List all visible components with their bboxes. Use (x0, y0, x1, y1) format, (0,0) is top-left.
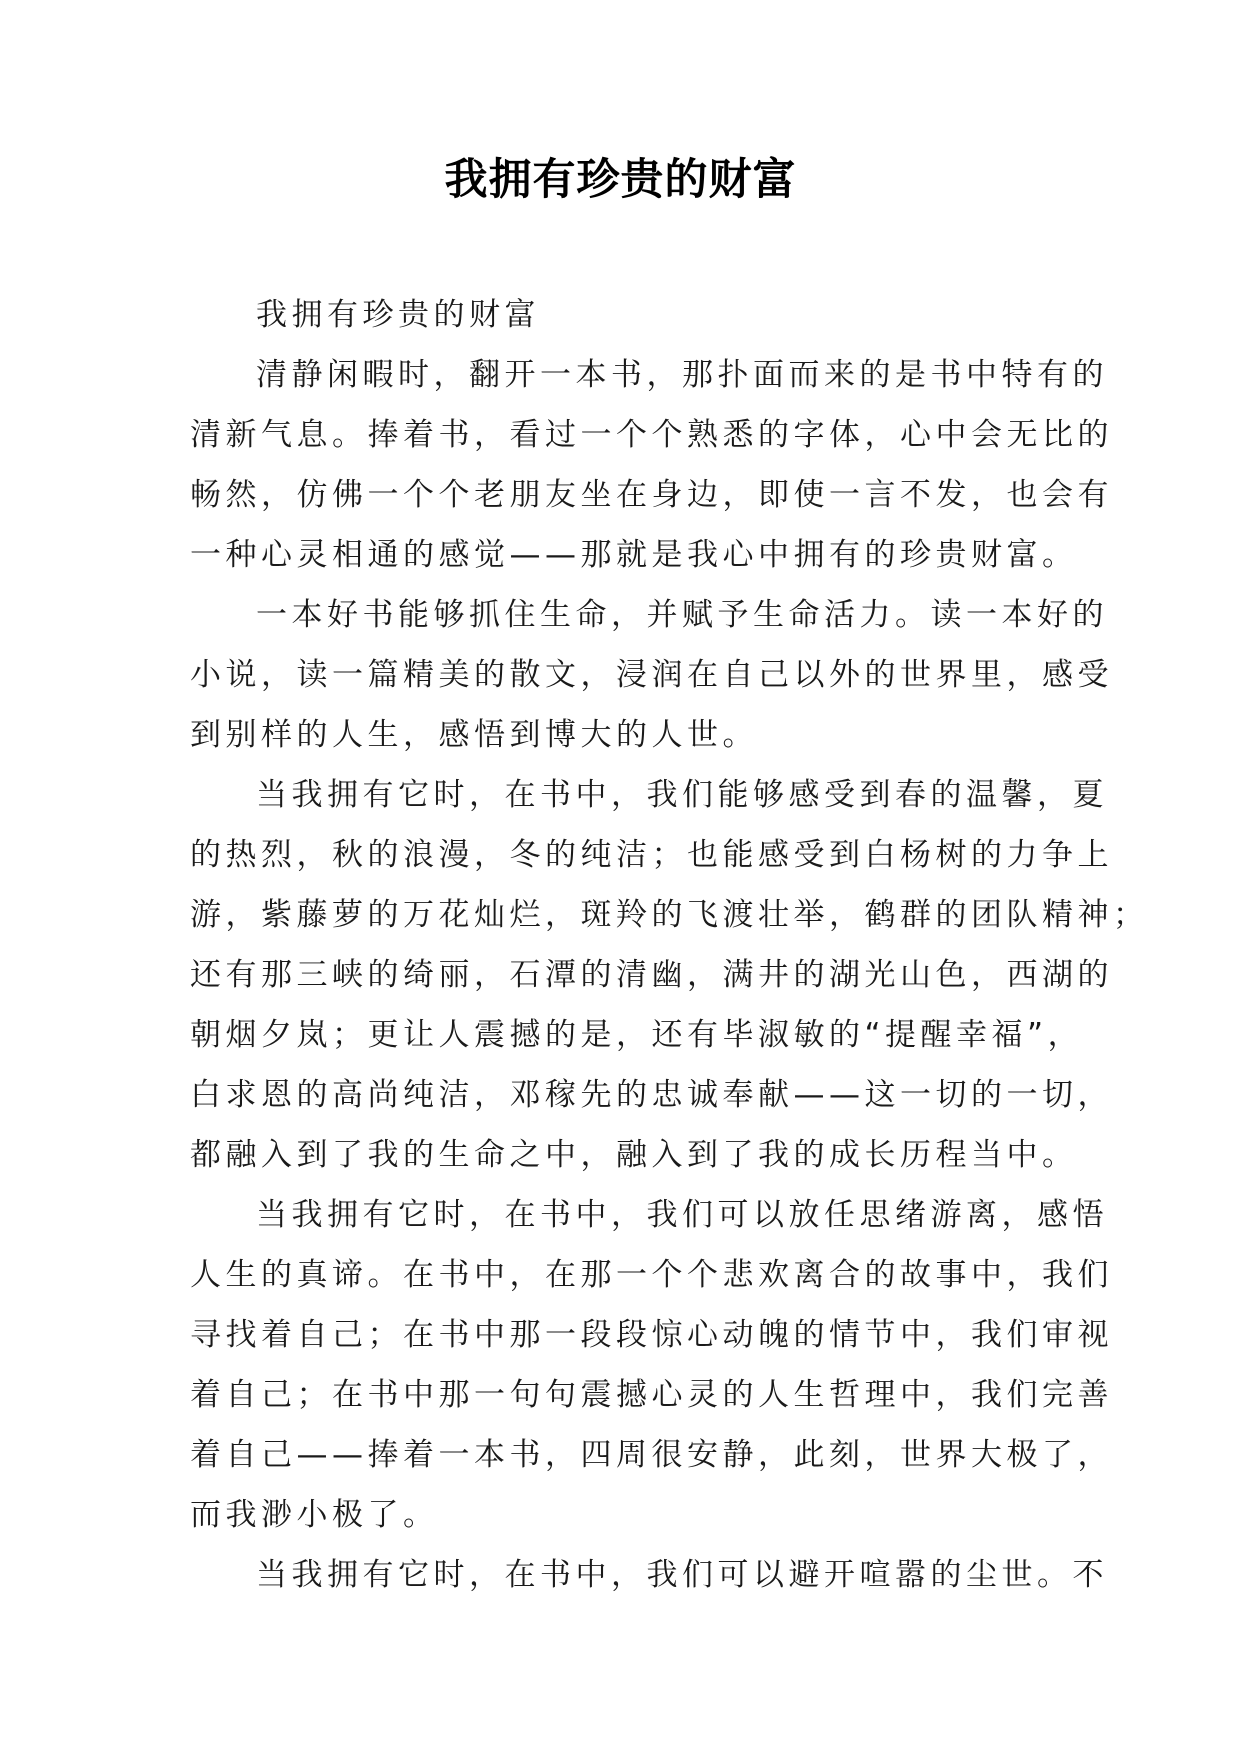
document-title: 我拥有珍贵的财富 (444, 155, 797, 205)
text-line: 当我拥有它时，在书中，我们可以放任思绪游离，感悟 (256, 1197, 1108, 1233)
text-line: 清静闲暇时，翻开一本书，那扑面而来的是书中特有的 (256, 357, 1108, 393)
text-line: 都融入到了我的生命之中，融入到了我的成长历程当中。 (190, 1137, 1078, 1173)
text-line: 着自己；在书中那一句句震撼心灵的人生哲理中，我们完善 (190, 1377, 1113, 1413)
text-line: 一种心灵相通的感觉——那就是我心中拥有的珍贵财富。 (190, 537, 1078, 573)
text-line: 的热烈，秋的浪漫，冬的纯洁；也能感受到白杨树的力争上 (190, 837, 1113, 873)
document-body (190, 285, 1149, 1605)
text-line: 白求恩的高尚纯洁，邓稼先的忠诚奉献——这一切的一切， (190, 1077, 1113, 1113)
text-line: 朝烟夕岚；更让人震撼的是，还有毕淑敏的“提醒幸福”， (190, 1017, 1084, 1053)
text-line: 小说，读一篇精美的散文，浸润在自己以外的世界里，感受 (190, 657, 1113, 693)
text-line: 人生的真谛。在书中，在那一个个悲欢离合的故事中，我们 (190, 1257, 1113, 1293)
text-line: 还有那三峡的绮丽，石潭的清幽，满井的湖光山色，西湖的 (190, 957, 1113, 993)
text-line: 到别样的人生，感悟到博大的人世。 (190, 717, 758, 753)
text-line: 寻找着自己；在书中那一段段惊心动魄的情节中，我们审视 (190, 1317, 1113, 1353)
text-line: 当我拥有它时，在书中，我们能够感受到春的温馨，夏 (256, 777, 1108, 813)
text-line: 畅然，仿佛一个个老朋友坐在身边，即使一言不发，也会有 (190, 477, 1113, 513)
text-line: 游，紫藤萝的万花灿烂，斑羚的飞渡壮举，鹤群的团队精神； (190, 897, 1149, 933)
text-line: 而我渺小极了。 (190, 1497, 439, 1533)
text-line: 一本好书能够抓住生命，并赋予生命活力。读一本好的 (256, 597, 1108, 633)
text-line: 当我拥有它时，在书中，我们可以避开喧嚣的尘世。不 (256, 1557, 1108, 1593)
text-line: 我拥有珍贵的财富 (256, 297, 540, 333)
text-line: 着自己——捧着一本书，四周很安静，此刻，世界大极了， (190, 1437, 1113, 1473)
text-line: 清新气息。捧着书，看过一个个熟悉的字体，心中会无比的 (190, 417, 1113, 453)
